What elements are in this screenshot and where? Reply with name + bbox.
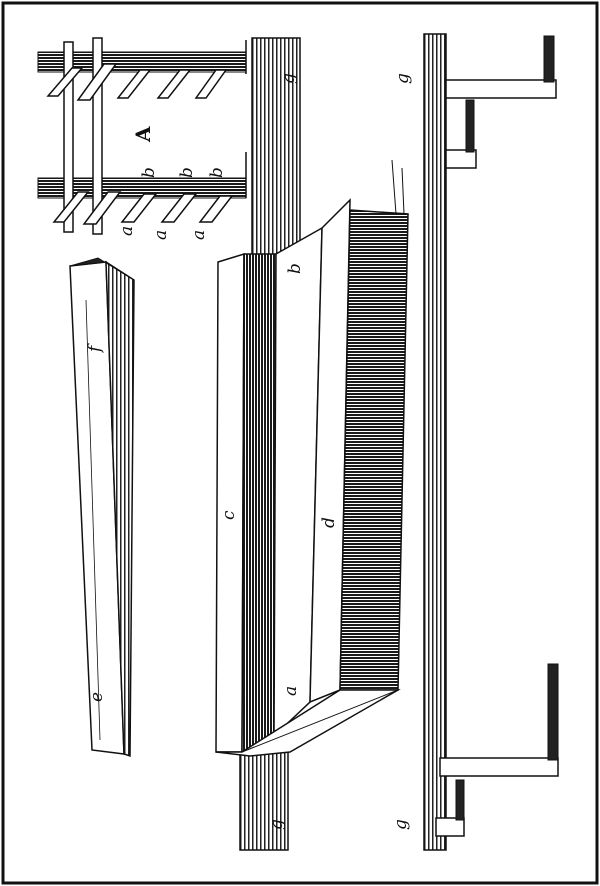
label-a1: a [117, 225, 137, 236]
label-b1: b [139, 167, 159, 178]
label-b3: b [207, 167, 227, 178]
label-b-trough: b [285, 263, 305, 274]
label-a2: a [151, 229, 171, 240]
label-a-figure: A [131, 126, 155, 142]
label-g-bottom-right: g [391, 819, 411, 830]
label-a3: a [189, 229, 209, 240]
label-d-trough: d [319, 517, 339, 528]
label-g-top-left: g [279, 73, 299, 84]
label-g-top-right: g [393, 73, 413, 84]
label-a-trough: a [281, 685, 301, 696]
label-e: e [87, 691, 107, 702]
label-c-trough: c [219, 510, 239, 520]
label-f: f [85, 345, 105, 352]
label-b2: b [177, 167, 197, 178]
label-g-bottom-left: g [267, 819, 287, 830]
